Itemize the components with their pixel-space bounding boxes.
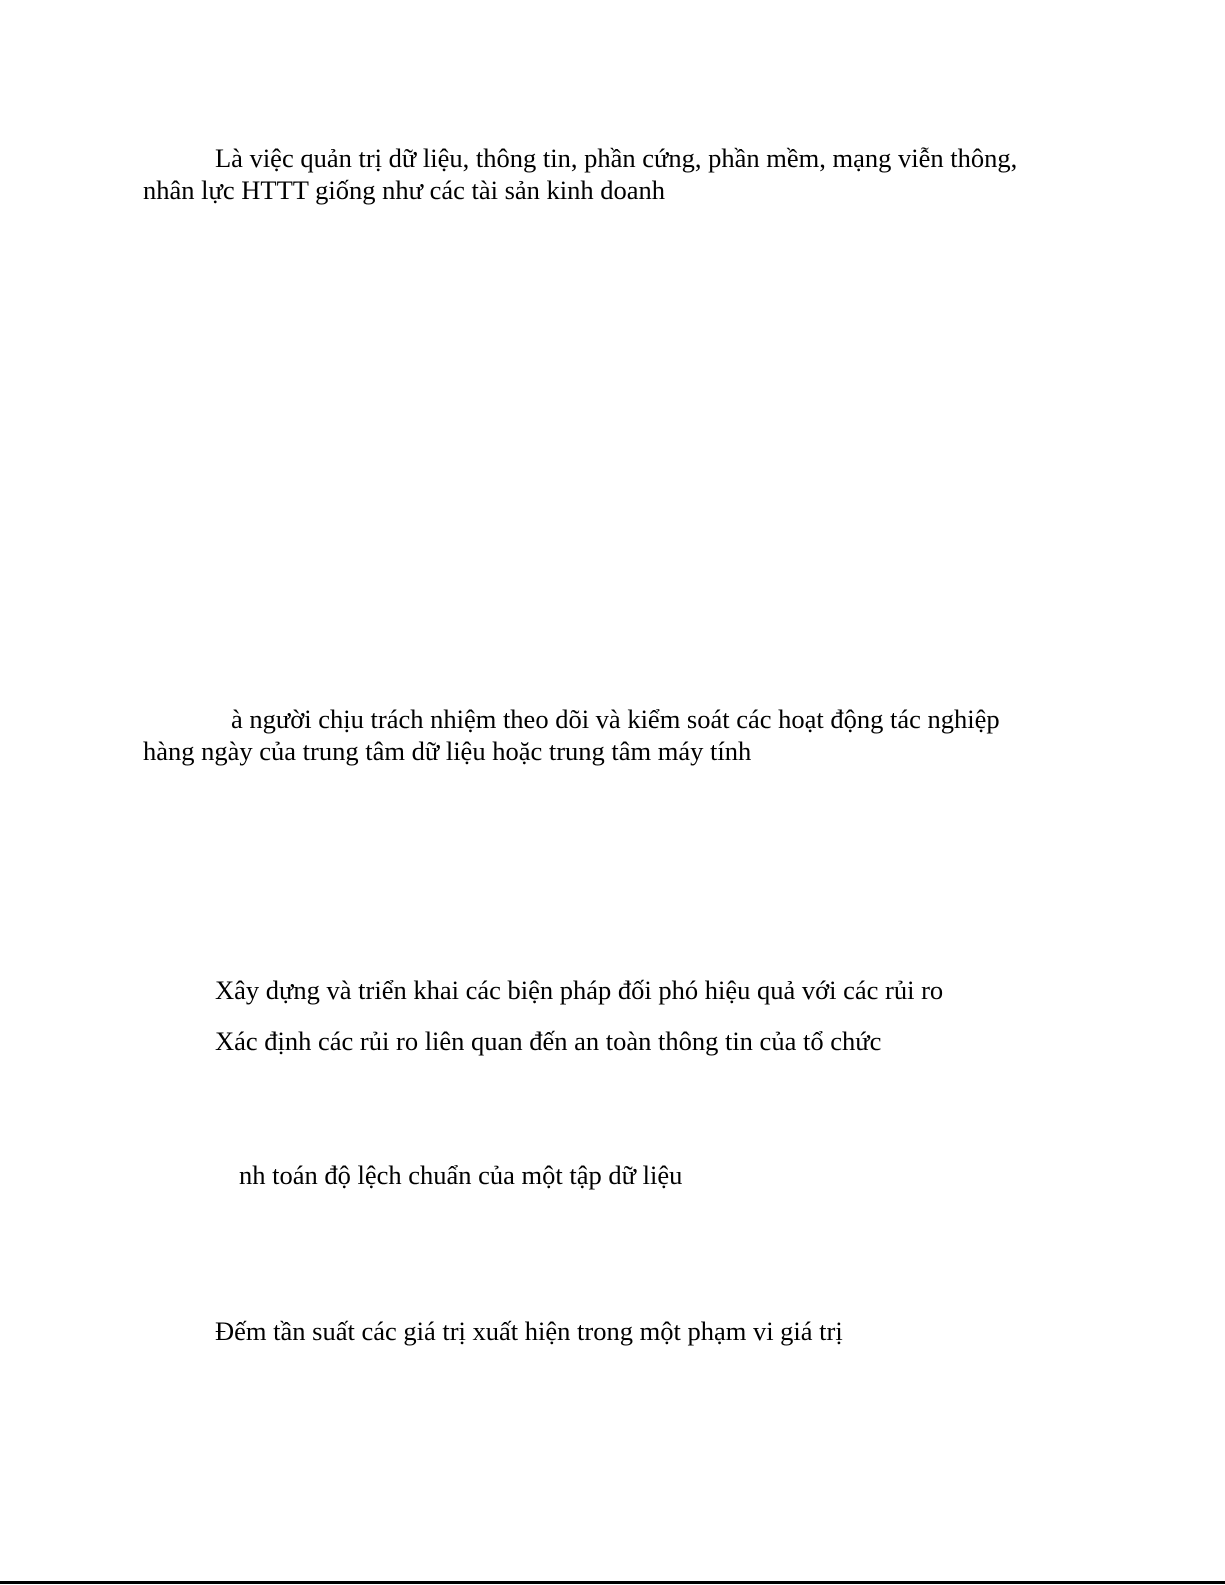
option-line-1: Xây dựng và triển khai các biện pháp đối phó hiệu quả với các rủi ro [215, 975, 944, 1005]
paragraph-2-line-1: à người chịu trách nhiệm theo dõi và kiểm soát các hoạt động tác nghiệp [231, 704, 1000, 734]
paragraph-2-line-2: hàng ngày của trung tâm dữ liệu hoặc trung tâm máy tính [143, 736, 752, 766]
option-line-3: nh toán độ lệch chuẩn của một tập dữ liệu [239, 1160, 683, 1190]
paragraph-1-line-1: Là việc quản trị dữ liệu, thông tin, phần cứng, phần mềm, mạng viễn thông, [215, 143, 1018, 173]
page-bottom-border [0, 1581, 1225, 1584]
option-line-4: Đếm tần suất các giá trị xuất hiện trong một phạm vi giá trị [215, 1316, 843, 1346]
option-line-2: Xác định các rủi ro liên quan đến an toàn thông tin của tổ chức [215, 1026, 882, 1056]
paragraph-1-line-2: nhân lực HTTT giống như các tài sản kinh doanh [143, 175, 666, 205]
